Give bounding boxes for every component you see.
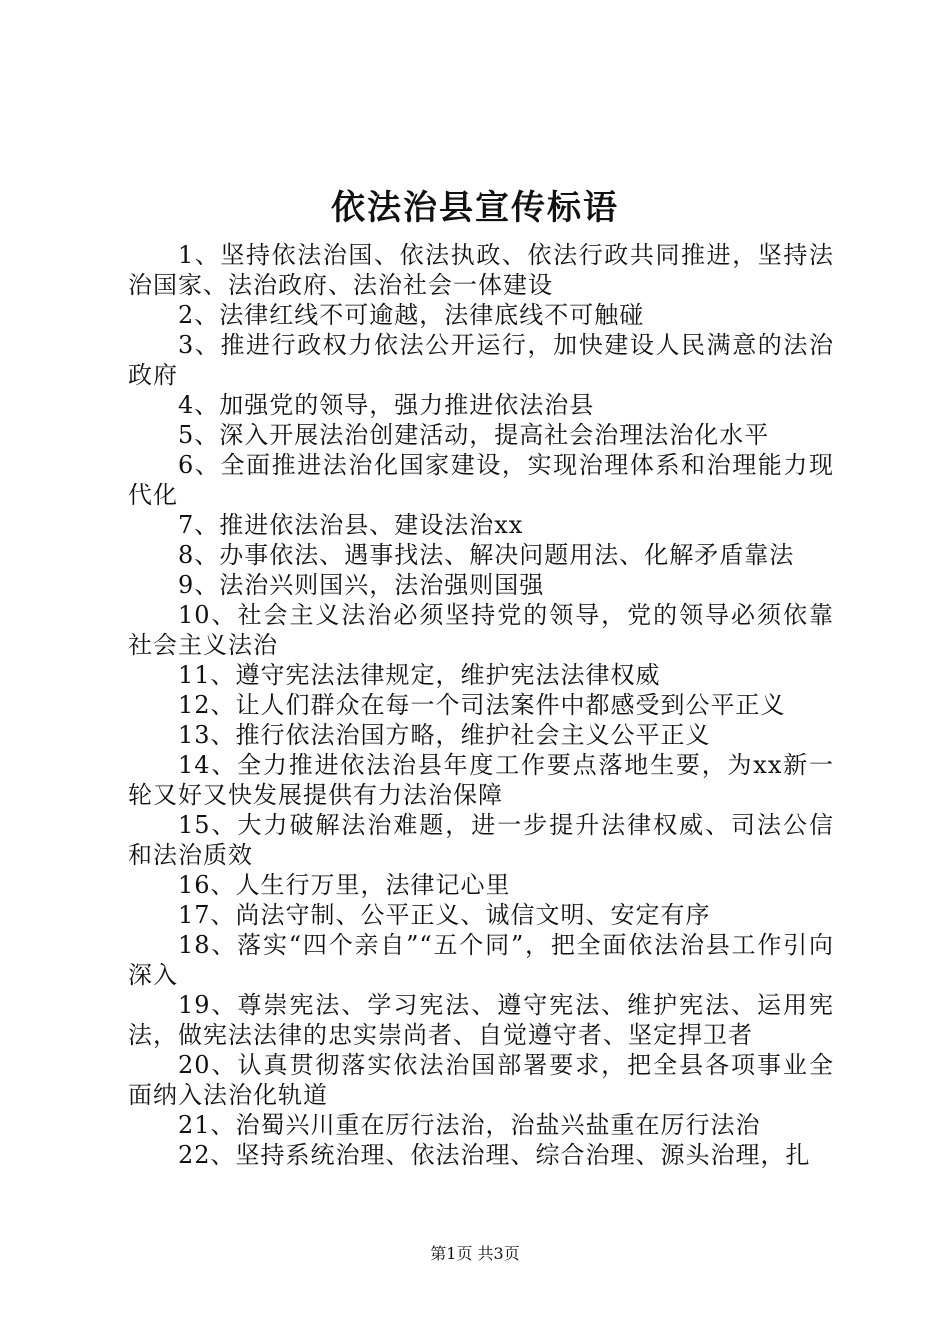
slogan-item-1: 1、坚持依法治国、依法执政、依法行政共同推进，坚持法治国家、法治政府、法治社会一体建设 [128, 241, 834, 299]
slogan-item-21: 21、治蜀兴川重在厉行法治，治盐兴盐重在厉行法治 [178, 1111, 761, 1139]
slogan-item-16: 16、人生行万里，法律记心里 [178, 871, 511, 899]
slogan-item-22: 22、坚持系统治理、依法治理、综合治理、源头治理，扎 [178, 1141, 811, 1169]
slogan-item-3: 3、推进行政权力依法公开运行，加快建设人民满意的法治政府 [128, 331, 834, 389]
slogan-item-4: 4、加强党的领导，强力推进依法治县 [178, 391, 595, 419]
slogan-item-7: 7、推进依法治县、建设法治xx [178, 511, 524, 539]
slogan-item-13: 13、推行依法治国方略，维护社会主义公平正义 [178, 721, 711, 749]
slogan-item-11: 11、遵守宪法法律规定，维护宪法法律权威 [178, 661, 661, 689]
slogan-item-20: 20、认真贯彻落实依法治国部署要求，把全县各项事业全面纳入法治化轨道 [128, 1051, 834, 1109]
slogan-item-2: 2、法律红线不可逾越，法律底线不可触碰 [178, 301, 645, 329]
slogan-list [128, 240, 834, 1170]
slogan-item-19: 19、尊崇宪法、学习宪法、遵守宪法、维护宪法、运用宪法，做宪法法律的忠实崇尚者、自觉遵守者、坚定捍卫者 [128, 991, 834, 1049]
slogan-item-10: 10、社会主义法治必须坚持党的领导，党的领导必须依靠社会主义法治 [128, 601, 834, 659]
slogan-item-15: 15、大力破解法治难题，进一步提升法律权威、司法公信和法治质效 [128, 811, 834, 869]
slogan-item-6: 6、全面推进法治化国家建设，实现治理体系和治理能力现代化 [128, 451, 834, 509]
document-title: 依法治县宣传标语 [331, 188, 619, 228]
slogan-item-12: 12、让人们群众在每一个司法案件中都感受到公平正义 [178, 691, 786, 719]
slogan-item-14: 14、全力推进依法治县年度工作要点落地生要，为xx新一轮又好又快发展提供有力法治保障 [128, 751, 834, 809]
page-footer: 第1页 共3页 [430, 1244, 520, 1263]
slogan-item-8: 8、办事依法、遇事找法、解决问题用法、化解矛盾靠法 [178, 541, 795, 569]
slogan-item-9: 9、法治兴则国兴，法治强则国强 [178, 571, 545, 599]
slogan-item-17: 17、尚法守制、公平正义、诚信文明、安定有序 [178, 901, 711, 929]
slogan-item-18: 18、落实“四个亲自”“五个同”，把全面依法治县工作引向深入 [128, 931, 834, 989]
slogan-item-5: 5、深入开展法治创建活动，提高社会治理法治化水平 [178, 421, 770, 449]
